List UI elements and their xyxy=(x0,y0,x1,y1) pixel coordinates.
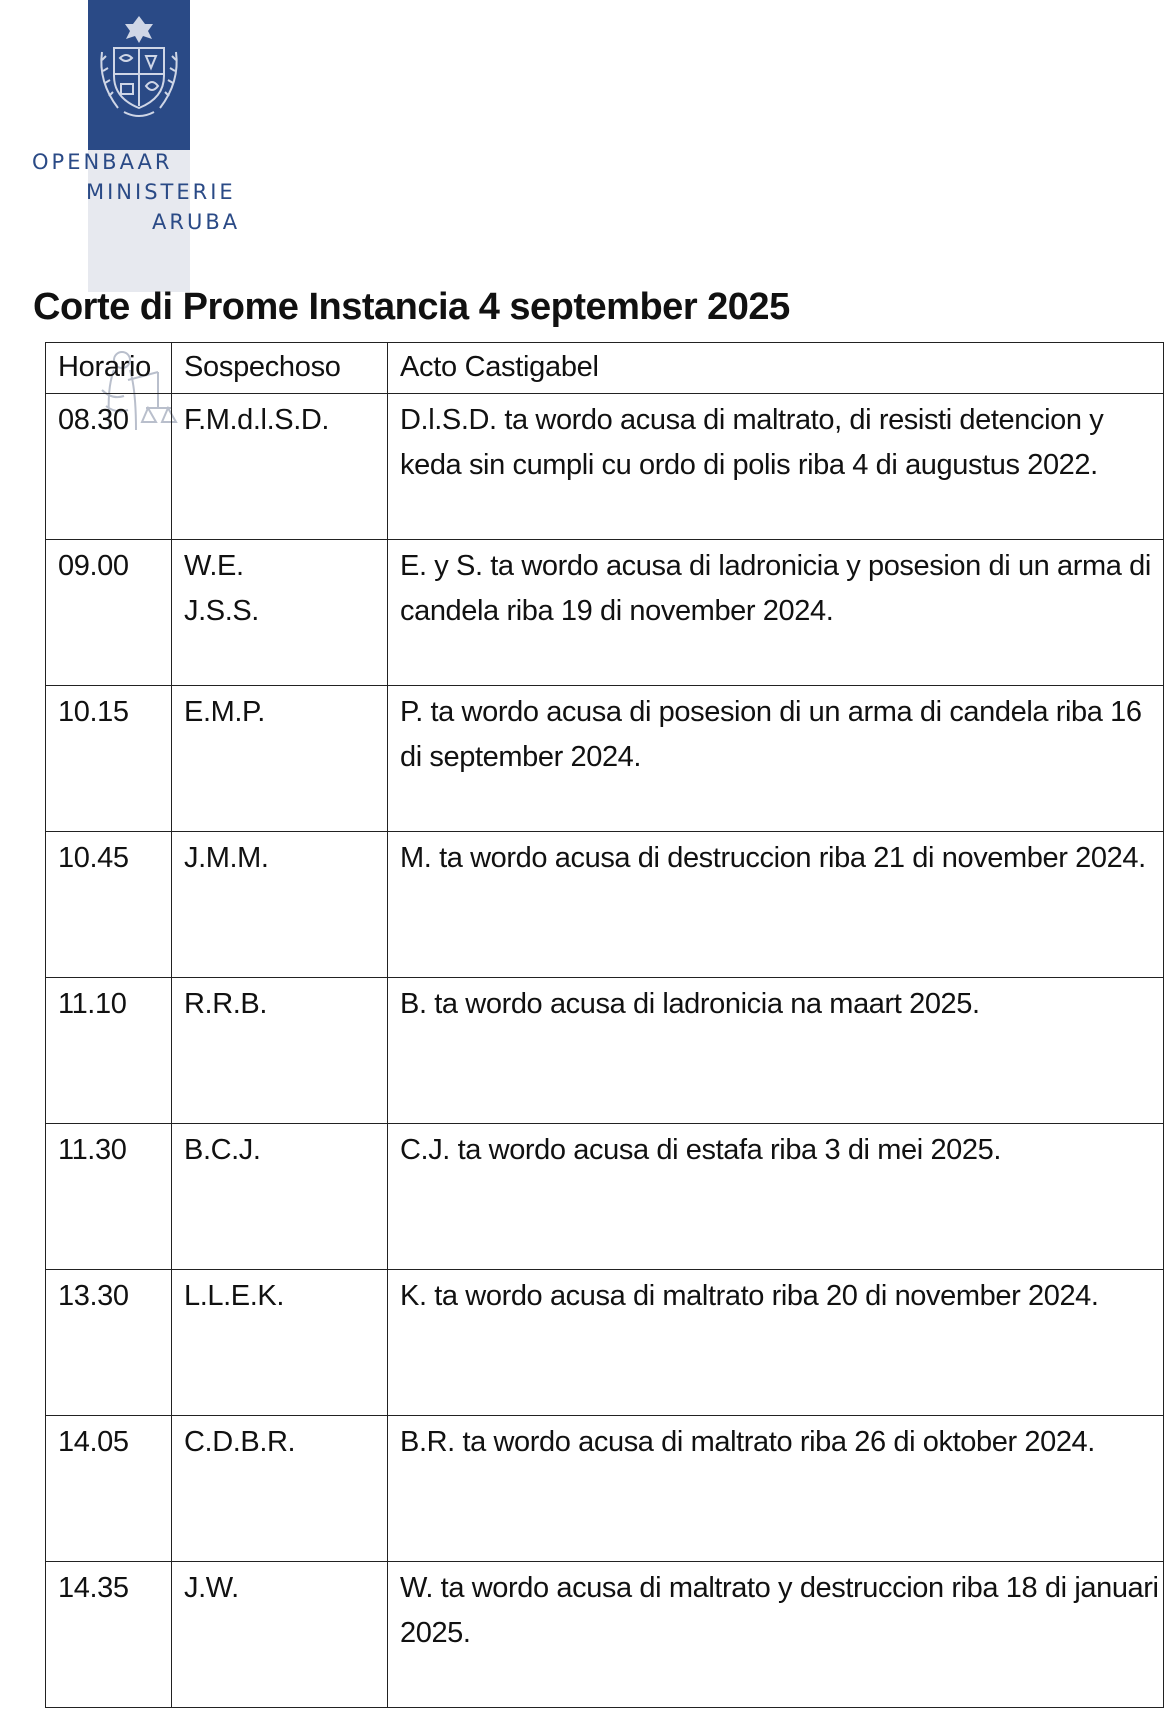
act-cell: C.J. ta wordo acusa di estafa riba 3 di mei 2025. xyxy=(388,1124,1164,1270)
act-cell: W. ta wordo acusa di maltrato y destruccion riba 18 di januari 2025. xyxy=(388,1562,1164,1708)
aruba-coat-of-arms-icon xyxy=(94,8,184,126)
act-cell: K. ta wordo acusa di maltrato riba 20 di november 2024. xyxy=(388,1270,1164,1416)
table-row xyxy=(46,1562,1164,1708)
table-header-row xyxy=(46,343,1164,394)
act-cell: E. y S. ta wordo acusa di ladronicia y posesion di un arma di candela riba 19 di november 2024. xyxy=(388,540,1164,686)
time-cell: 10.45 xyxy=(46,832,172,978)
suspect-cell xyxy=(172,686,388,832)
suspect-cell xyxy=(172,978,388,1124)
time-cell: 09.00 xyxy=(46,540,172,686)
court-schedule-table xyxy=(45,342,1164,1708)
suspect-cell xyxy=(172,394,388,540)
column-header-suspect: Sospechoso xyxy=(172,343,388,394)
act-cell: M. ta wordo acusa di destruccion riba 21 di november 2024. xyxy=(388,832,1164,978)
suspect-initials: W.E. xyxy=(184,550,244,582)
page-title: Corte di Prome Instancia 4 september 2025 xyxy=(33,286,790,328)
act-cell: B.R. ta wordo acusa di maltrato riba 26 di oktober 2024. xyxy=(388,1416,1164,1562)
time-cell: 13.30 xyxy=(46,1270,172,1416)
table-row xyxy=(46,832,1164,978)
suspect-cell xyxy=(172,832,388,978)
suspect-cell xyxy=(172,1124,388,1270)
suspect-cell xyxy=(172,1270,388,1416)
suspect-initials: F.M.d.l.S.D. xyxy=(184,404,330,436)
suspect-initials: J.S.S. xyxy=(184,595,259,627)
act-cell: D.l.S.D. ta wordo acusa di maltrato, di resisti detencion y keda sin cumpli cu ordo di polis riba 4 di augustus 2022. xyxy=(388,394,1164,540)
table-row xyxy=(46,540,1164,686)
suspect-cell xyxy=(172,1562,388,1708)
suspect-cell xyxy=(172,540,388,686)
logo-banner xyxy=(88,0,190,150)
table-row xyxy=(46,686,1164,832)
time-cell: 08.30 xyxy=(46,394,172,540)
suspect-initials: B.C.J. xyxy=(184,1134,261,1166)
table-row xyxy=(46,1416,1164,1562)
time-cell: 11.30 xyxy=(46,1124,172,1270)
suspect-initials: R.R.B. xyxy=(184,988,267,1020)
logo xyxy=(88,0,190,292)
column-header-act: Acto Castigabel xyxy=(388,343,1164,394)
table-row xyxy=(46,1124,1164,1270)
table-row xyxy=(46,394,1164,540)
suspect-initials: J.W. xyxy=(184,1572,239,1604)
suspect-initials: J.M.M. xyxy=(184,842,269,874)
act-cell: B. ta wordo acusa di ladronicia na maart 2025. xyxy=(388,978,1164,1124)
time-cell: 14.35 xyxy=(46,1562,172,1708)
suspect-initials: E.M.P. xyxy=(184,696,265,728)
suspect-cell xyxy=(172,1416,388,1562)
time-cell: 14.05 xyxy=(46,1416,172,1562)
table-row xyxy=(46,1270,1164,1416)
suspect-initials: C.D.B.R. xyxy=(184,1426,296,1458)
org-name-line-1: OPENBAAR xyxy=(32,150,173,174)
org-name-line-2: MINISTERIE xyxy=(86,180,236,204)
time-cell: 10.15 xyxy=(46,686,172,832)
column-header-time: Horario xyxy=(46,343,172,394)
time-cell: 11.10 xyxy=(46,978,172,1124)
suspect-initials: L.L.E.K. xyxy=(184,1280,284,1312)
table-row xyxy=(46,978,1164,1124)
act-cell: P. ta wordo acusa di posesion di un arma di candela riba 16 di september 2024. xyxy=(388,686,1164,832)
org-name-line-3: ARUBA xyxy=(152,210,241,234)
